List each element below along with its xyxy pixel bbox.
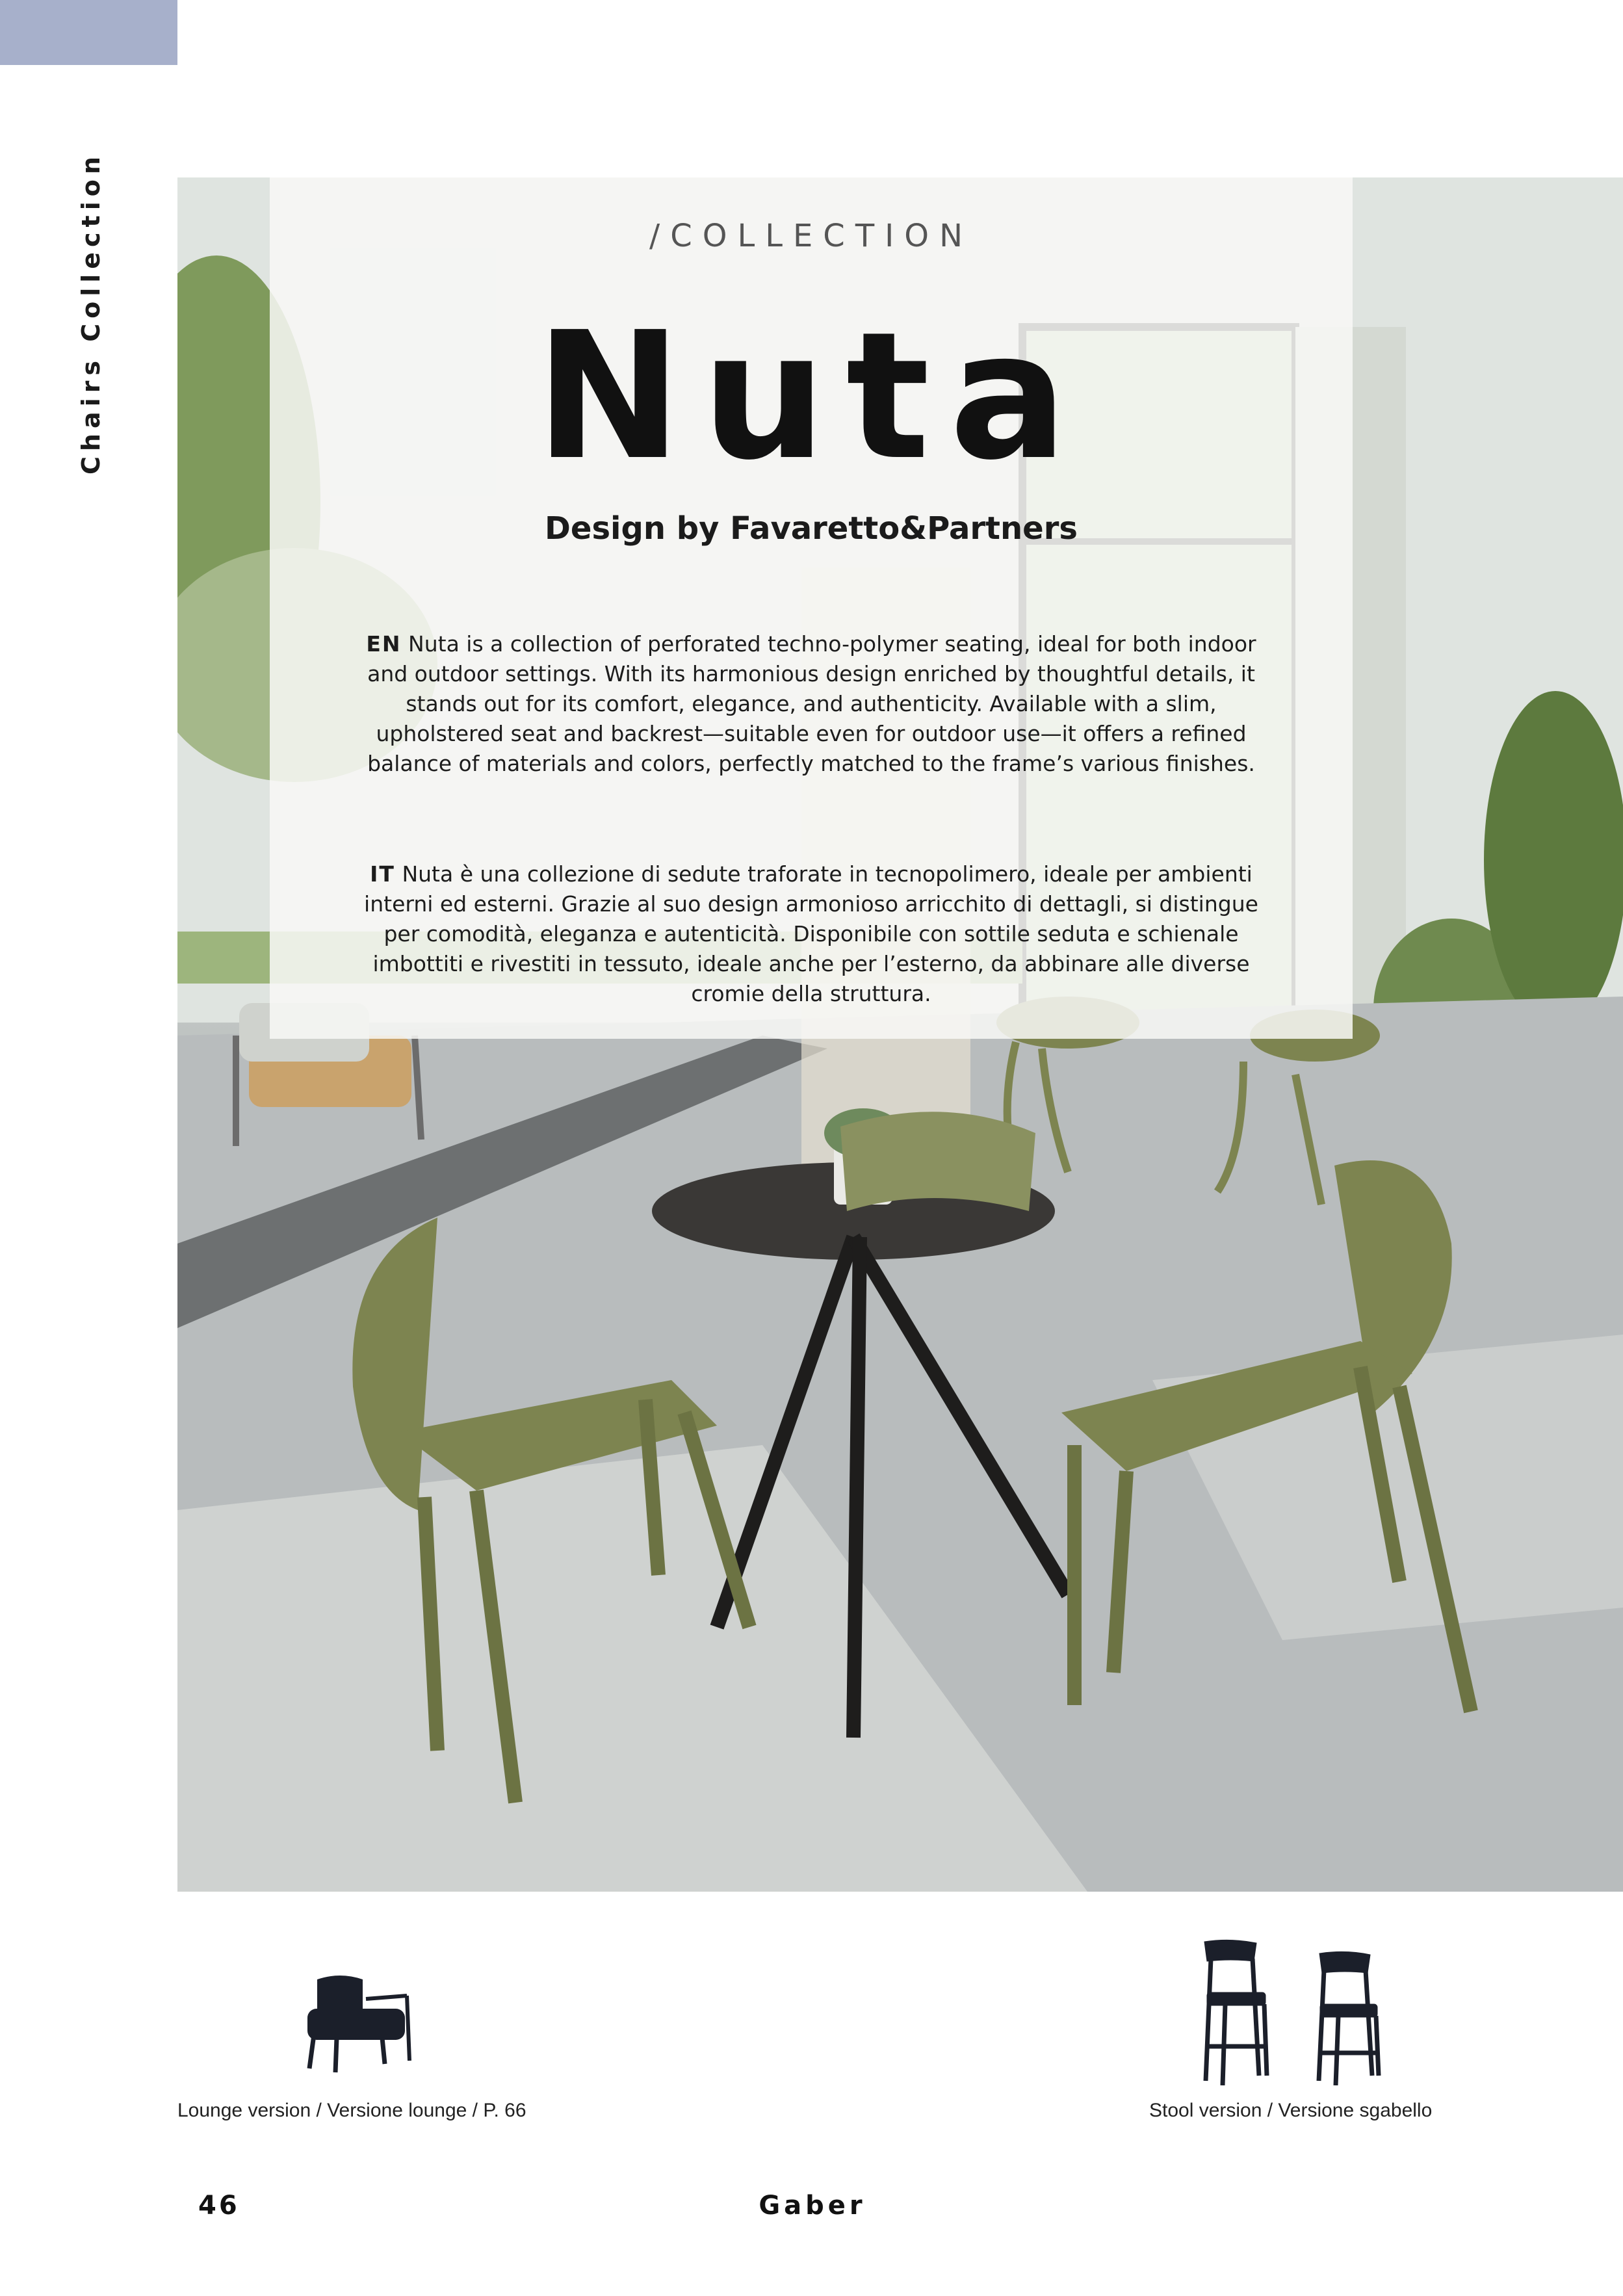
section-label bbox=[71, 151, 110, 475]
lang-tag-en: EN bbox=[366, 631, 402, 657]
stool-version-caption: Stool version / Versione sgabello bbox=[1149, 2100, 1433, 2121]
collection-kicker: /COLLECTION bbox=[649, 218, 973, 254]
page-number: 46 bbox=[198, 2191, 240, 2221]
lounge-version-caption: Lounge version / Versione lounge / P. 66 bbox=[177, 2100, 526, 2121]
description-it bbox=[364, 859, 1258, 1009]
description-en-text: Nuta is a collection of perforated techno-polymer seating, ideal for both indoor and outdoor settings. With its harmonious design enriched by thoughtful details, it stands out for its comfort, elegance, and authenticity. Available with a slim, upholstered seat and backrest—suitable even for outdoor use—it offers a refined balance of materials and colors, perfectly matched to the frame’s various finishes. bbox=[367, 631, 1256, 776]
product-title: Nuta bbox=[535, 294, 1087, 499]
brand-name: Gaber bbox=[759, 2191, 866, 2221]
section-label-text: Chairs Collection bbox=[77, 151, 105, 475]
designer-credit: Design by Favaretto&Partners bbox=[545, 510, 1078, 547]
lang-tag-it: IT bbox=[370, 861, 395, 887]
lounge-chair-icon bbox=[304, 1970, 415, 2074]
stool-icon bbox=[1199, 1939, 1394, 2085]
description-en bbox=[364, 629, 1258, 779]
description-it-text: Nuta è una collezione di sedute traforate in tecnopolimero, ideale per ambienti interni ed esterni. Grazie al suo design armonioso arricchito di dettagli, si distingue per comodità, eleganza e autenticità. Disponibile con sottile seduta e schienale imbottiti e rivestiti in tessuto, ideale anche per l’esterno, da abbinare alle diverse cromie della struttura. bbox=[364, 861, 1258, 1006]
corner-tab bbox=[0, 0, 177, 65]
